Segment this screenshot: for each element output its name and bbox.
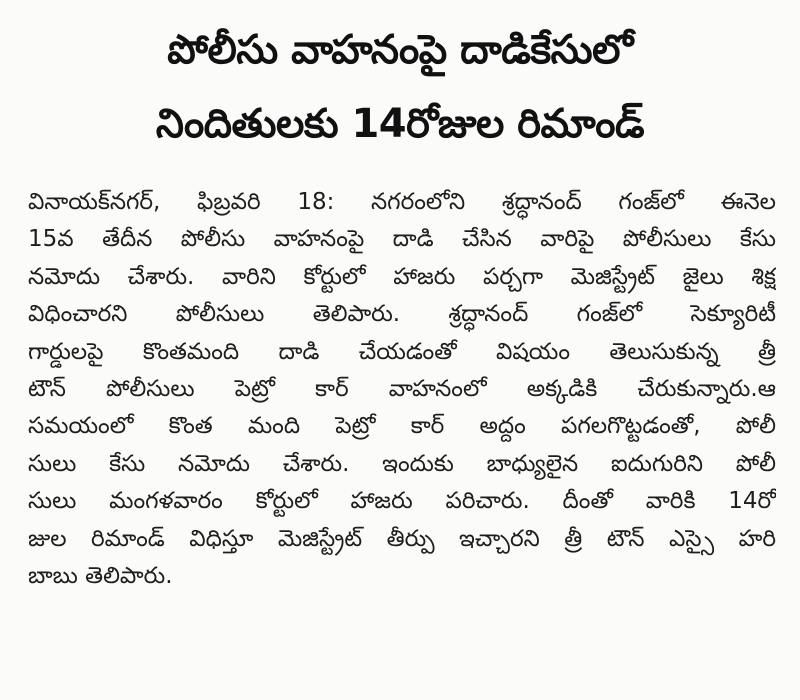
body-line: టౌన్ పోలీసులు పెట్రో కార్ వాహనంలో అక్కడికి చేరుకున్నారు.ఆ <box>28 375 776 402</box>
body-line: సులు మంగళవారం కోర్టులో హాజరు పరిచారు. దీంతో వారికి 14రో <box>28 488 776 515</box>
body-line: విధించారని పోలీసులు తెలిపారు. శ్రద్ధానంద్ గంజ్‌లో సెక్యూరిటీ <box>28 301 776 328</box>
body-line: గార్డులపై కొంతమంది దాడి చేయడంతో విషయం తెలుసుకున్న త్రీ <box>28 338 776 365</box>
headline-line-1: పోలీసు వాహనంపై దాడికేసులో <box>167 27 633 73</box>
body-line: సులు కేసు నమోదు చేశారు. ఇందుకు బాధ్యులైన ఐదుగురిని పోలీ <box>28 450 776 477</box>
headline-line-2: నిందితులకు 14రోజుల రిమాండ్ <box>155 101 645 147</box>
body-line: 15వ తేదీన పోలీసు వాహనంపై దాడి చేసిన వారిపై పోలీసులు కేసు <box>28 226 776 253</box>
body-line: సమయంలో కొంత మంది పెట్రో కార్ అద్దం పగలగొట్టడంతో, పోలీ <box>28 413 776 440</box>
body-line: జుల రిమాండ్ విధిస్తూ మెజిస్ట్రేట్ తీర్పు ఇచ్చారని త్రీ టౌన్ ఎస్సై హరి <box>28 525 776 552</box>
cropped-text-bottom <box>110 688 670 700</box>
cropped-text-top <box>250 0 550 5</box>
body-line: బాబు తెలిపారు. <box>28 562 173 589</box>
article-body <box>28 184 776 595</box>
body-line: వినాయక్‌నగర్, ఫిబ్రవరి 18: నగరంలోని శ్రద్ధానంద్ గంజ్‌లో ఈనెల <box>28 189 776 215</box>
body-line: నమోదు చేశారు. వారిని కోర్టులో హాజరు పర్చగా మెజిస్ట్రేట్ జైలు శిక్ష <box>28 263 776 290</box>
